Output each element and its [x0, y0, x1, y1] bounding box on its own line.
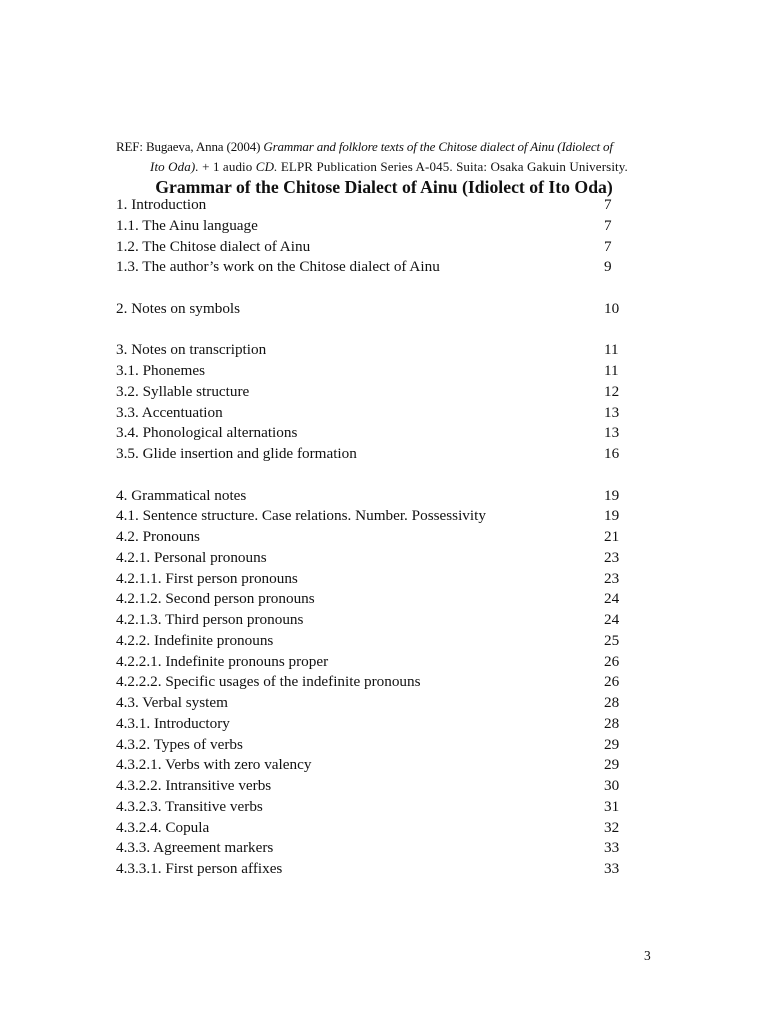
- toc-entry-title: 3.1. Phonemes: [116, 362, 206, 379]
- toc-entry-title: 3. Notes on transcription: [116, 341, 267, 359]
- toc: [116, 195, 646, 880]
- toc-entry: [116, 444, 646, 465]
- toc-entry-title: 4.2.1. Personal pronouns: [116, 548, 267, 566]
- toc-entry: [116, 299, 646, 320]
- toc-entry: [116, 195, 646, 216]
- toc-entry-page-number: 21: [604, 528, 620, 545]
- toc-section: [116, 486, 646, 880]
- toc-entry-page-number: 29: [604, 756, 620, 774]
- toc-entry-page-number: 24: [604, 611, 620, 628]
- toc-entry: [116, 838, 646, 859]
- toc-entry-page-number: 11: [604, 362, 619, 379]
- toc-entry-page-number: 24: [604, 590, 620, 608]
- toc-entry-title: 4.3.2.1. Verbs with zero valency: [116, 756, 312, 774]
- toc-entry-title: 4.1. Sentence structure. Case relations. Number. Possessivity: [116, 507, 486, 525]
- toc-entry-page-number: 12: [604, 382, 620, 400]
- toc-entry-title: 4. Grammatical notes: [116, 486, 247, 504]
- toc-entry-page-number: 26: [604, 673, 620, 691]
- toc-entry-page-number: 29: [604, 735, 620, 753]
- toc-entry-title: 4.2.1.1. First person pronouns: [116, 569, 298, 587]
- toc-entry: [116, 527, 646, 548]
- toc-entry-page-number: 19: [604, 486, 620, 504]
- toc-entry: [116, 755, 646, 776]
- toc-entry: [116, 735, 646, 756]
- toc-entry-page-number: 33: [604, 860, 620, 877]
- toc-entry-title: 4.3.3.1. First person affixes: [116, 860, 283, 877]
- toc-entry-title: 4.3.2.3. Transitive verbs: [116, 797, 263, 815]
- toc-entry-page-number: 30: [604, 777, 620, 794]
- toc-entry: [116, 776, 646, 797]
- toc-entry-page-number: 7: [604, 237, 612, 255]
- toc-section: [116, 195, 646, 278]
- toc-entry: [116, 589, 646, 610]
- toc-entry-title: 1.1. The Ainu language: [116, 216, 258, 234]
- toc-entry-title: 3.5. Glide insertion and glide formation: [116, 445, 357, 462]
- toc-entry-title: 4.2.2.2. Specific usages of the indefinite pronouns: [116, 673, 421, 691]
- toc-entry: [116, 652, 646, 673]
- toc-entry-page-number: 16: [604, 445, 620, 462]
- toc-entry-title: 4.2.1.3. Third person pronouns: [116, 611, 304, 628]
- toc-entry: [116, 382, 646, 403]
- toc-entry: [116, 486, 646, 507]
- toc-entry-title: 1.3. The author’s work on the Chitose dialect of Ainu: [116, 258, 440, 276]
- toc-entry: [116, 216, 646, 237]
- toc-entry-page-number: 31: [604, 797, 620, 815]
- toc-entry: [116, 631, 646, 652]
- toc-entry: [116, 257, 646, 278]
- toc-entry-title: 1.2. The Chitose dialect of Ainu: [116, 237, 311, 255]
- toc-entry-title: 4.2.2. Indefinite pronouns: [116, 631, 274, 649]
- toc-entry-page-number: 11: [604, 341, 619, 359]
- toc-entry: [116, 506, 646, 527]
- reference-book-title: Grammar and folklore texts of the Chitose dialect of Ainu (Idiolect of: [263, 139, 613, 154]
- toc-entry-page-number: 33: [604, 839, 620, 857]
- toc-entry-title: 3.4. Phonological alternations: [116, 424, 298, 442]
- toc-entry-title: 4.2. Pronouns: [116, 528, 200, 545]
- toc-entry-title: 4.3.1. Introductory: [116, 714, 230, 732]
- page-number: 3: [644, 948, 651, 963]
- reference-supplement-medium: CD.: [255, 159, 278, 174]
- toc-entry-title: 4.2.1.2. Second person pronouns: [116, 590, 315, 608]
- reference-line-1: [116, 137, 613, 157]
- toc-entry-page-number: 13: [604, 424, 620, 442]
- toc-entry-page-number: 32: [604, 818, 620, 836]
- toc-entry-title: 3.2. Syllable structure: [116, 382, 250, 400]
- toc-section: [116, 340, 646, 465]
- toc-entry-page-number: 23: [604, 569, 620, 587]
- toc-entry-page-number: 13: [604, 403, 620, 421]
- toc-entry: [116, 693, 646, 714]
- reference-label: REF: Bugaeva, Anna (2004): [116, 139, 264, 154]
- toc-entry: [116, 237, 646, 258]
- toc-entry: [116, 818, 646, 839]
- toc-entry: [116, 340, 646, 361]
- toc-entry: [116, 569, 646, 590]
- toc-section: [116, 299, 646, 320]
- reference-supplement: + 1 audio: [198, 159, 256, 174]
- toc-entry-page-number: 26: [604, 652, 620, 670]
- toc-entry-title: 1. Introduction: [116, 196, 207, 213]
- toc-entry: [116, 610, 646, 631]
- toc-entry-title: 4.3.2.2. Intransitive verbs: [116, 777, 272, 794]
- toc-entry-page-number: 7: [604, 196, 612, 213]
- toc-entry-page-number: 28: [604, 714, 620, 732]
- toc-entry: [116, 548, 646, 569]
- toc-entry-page-number: 23: [604, 548, 620, 566]
- toc-entry-title: 2. Notes on symbols: [116, 299, 241, 317]
- toc-entry-page-number: 9: [604, 258, 612, 276]
- toc-entry-page-number: 7: [604, 216, 612, 234]
- toc-entry: [116, 714, 646, 735]
- toc-entry-page-number: 19: [604, 507, 620, 525]
- reference-line-2: [150, 157, 628, 177]
- document-heading: Grammar of the Chitose Dialect of Ainu (Idiolect of Ito Oda): [155, 177, 613, 197]
- reference-book-title-continued: Ito Oda).: [150, 159, 199, 174]
- toc-entry-title: 3.3. Accentuation: [116, 403, 223, 421]
- toc-entry: [116, 423, 646, 444]
- toc-entry-title: 4.3.2.4. Copula: [116, 818, 210, 836]
- reference-publication: ELPR Publication Series A-045. Suita: Osaka Gakuin University.: [277, 159, 628, 174]
- toc-entry: [116, 361, 646, 382]
- toc-entry-page-number: 28: [604, 694, 620, 711]
- toc-entry: [116, 672, 646, 693]
- toc-entry-page-number: 10: [604, 299, 620, 317]
- toc-entry-title: 4.3. Verbal system: [116, 694, 228, 711]
- toc-entry-title: 4.3.3. Agreement markers: [116, 839, 274, 857]
- toc-entry: [116, 797, 646, 818]
- toc-entry: [116, 403, 646, 424]
- toc-entry-title: 4.2.2.1. Indefinite pronouns proper: [116, 652, 329, 670]
- toc-entry: [116, 859, 646, 880]
- toc-entry-page-number: 25: [604, 631, 620, 649]
- toc-entry-title: 4.3.2. Types of verbs: [116, 735, 243, 753]
